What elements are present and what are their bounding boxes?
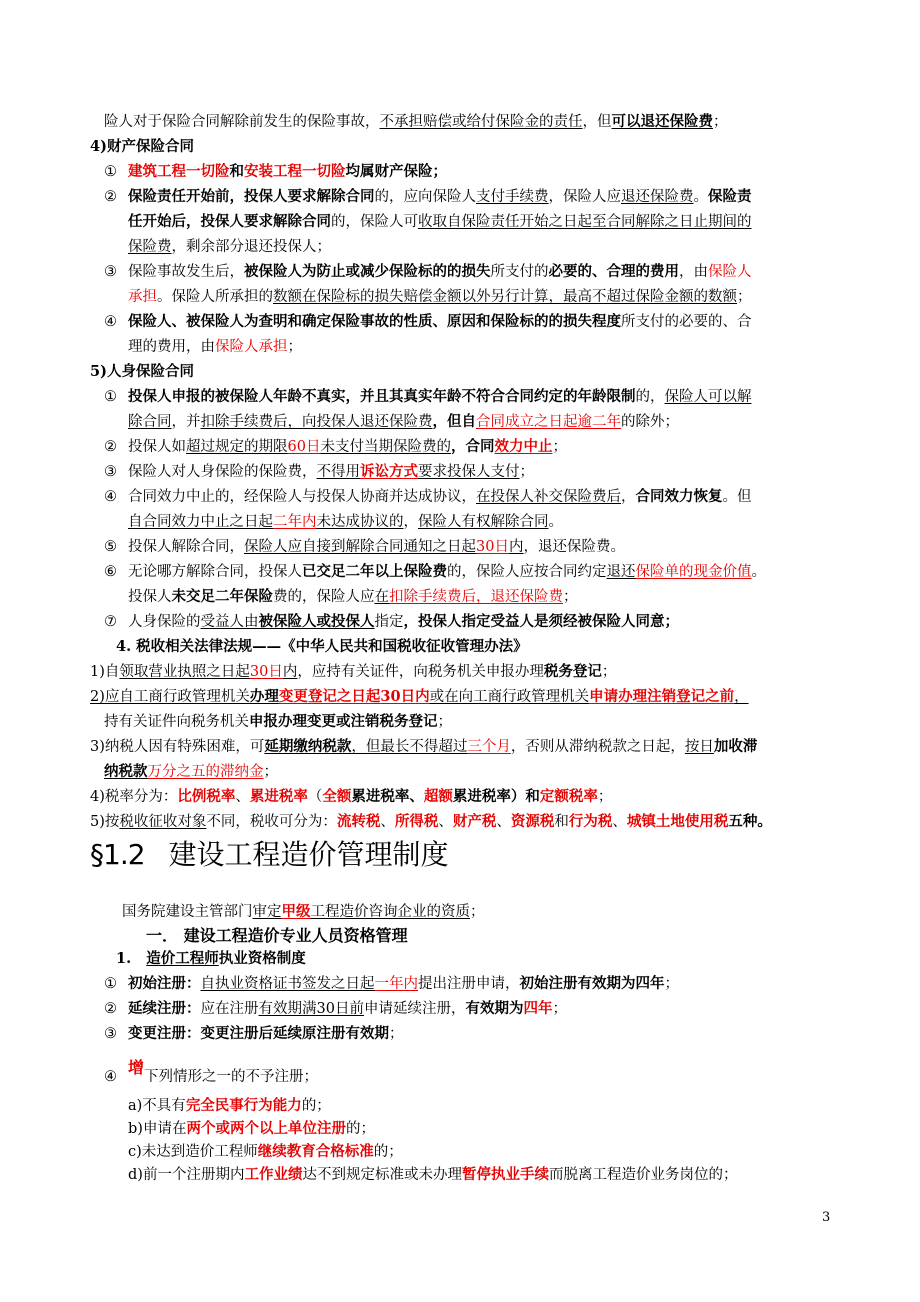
text: 60日 (287, 439, 321, 455)
text: 30日内 (380, 688, 430, 705)
text-line (128, 1142, 403, 1162)
text: 保险单的现金价值 (635, 564, 752, 580)
text: 所支付的 (490, 264, 549, 280)
text: 审定 (252, 904, 282, 920)
list-item (104, 387, 752, 407)
text-line (90, 737, 757, 757)
item-marker: ③ (104, 264, 117, 280)
text: 执业资格制度 (218, 950, 306, 967)
item-marker: ① (104, 976, 117, 992)
text: 全额 (322, 788, 352, 805)
subsection-heading (90, 137, 194, 157)
text: 费的，保险人应 (273, 589, 375, 605)
text: 国务院建设主管部门 (122, 904, 253, 920)
text: ，应持有关证件，向税务机关申报办理 (297, 664, 544, 680)
text: b)申请在 (128, 1121, 187, 1137)
text: 保险责任开始前，投保人要求解除合同 (128, 188, 375, 205)
list-item (104, 487, 752, 507)
page-number: 3 (822, 1210, 831, 1225)
text: 不同，税收可分为： (206, 814, 337, 830)
text: 承担 (128, 289, 157, 305)
text: 在投保人补交保险费后 (476, 489, 621, 505)
text: 投保人申报的被保险人年龄不真实，并且其真实年龄不符合合同约定的年龄限制 (128, 388, 636, 405)
text: ，否则从滞纳税款之日起， (510, 739, 685, 755)
text: 两个或两个以上单位注册 (186, 1120, 346, 1137)
text-line (128, 587, 578, 607)
text: c)未达到造价工程师 (128, 1144, 258, 1160)
text: 支付手续费 (476, 189, 549, 205)
text: 投保人如 (128, 439, 186, 455)
text: 提出注册申请， (418, 976, 520, 992)
text: 必要的、合理的费用 (548, 263, 679, 280)
text: 4)财产保险合同 (90, 138, 194, 155)
item-marker: ⑥ (104, 564, 117, 580)
text-line (128, 237, 331, 257)
text: 造价工程师 (146, 950, 219, 967)
text: 的； (373, 1144, 403, 1160)
text: 二年内 (273, 514, 317, 530)
text: 30日 (249, 664, 283, 680)
text: ； (263, 764, 278, 780)
text: 保险人有权解除合同 (418, 514, 549, 530)
text: 继续教育合格标准 (257, 1143, 374, 1160)
text: 数额在保险标的损失赔偿金额以外另行计算，最高不超过保险金额的数额 (273, 289, 737, 305)
text: ，并 (171, 414, 201, 430)
text: 流转税 (336, 813, 381, 830)
text: 无论哪方解除合同，投保人 (128, 564, 302, 580)
text: 、 (380, 814, 395, 830)
text: 未支付当期保险费的 (320, 439, 451, 455)
text-line (90, 662, 616, 682)
text-line (90, 787, 612, 807)
section-number: §1.2 (90, 838, 145, 871)
text: 和 (229, 163, 244, 180)
item-marker: ② (104, 439, 117, 455)
text: 办理 (249, 688, 279, 705)
text-line (90, 687, 749, 707)
text: 下列情形之一的不予注册 (144, 1069, 304, 1085)
text: 保险人、被保险人为查明和确定保险事故的性质、原因和保险标的的损失程度 (128, 313, 621, 330)
text: 被保险人或投保人 (258, 613, 375, 630)
text: a)不具有 (128, 1098, 186, 1114)
text: 有效期为 (465, 1000, 524, 1017)
text: ； (519, 464, 534, 480)
text: 理的费用，由 (128, 339, 215, 355)
text: 内 (282, 664, 298, 680)
text: 完全民事行为能力 (185, 1097, 302, 1114)
text: 累进税率 (249, 788, 308, 805)
text: （ (307, 789, 323, 805)
list-item (104, 437, 567, 457)
text: 3)纳税人因有特殊困难，可 (90, 739, 265, 755)
section-subheading (116, 637, 528, 657)
text: 比例税率 (177, 788, 236, 805)
text: 扣除手续费后，退还保险费 (389, 589, 563, 605)
list-item (104, 1058, 319, 1087)
text: 1)自 (90, 664, 120, 680)
text: 资源税 (510, 813, 555, 830)
text: 均属财产保险； (345, 163, 447, 180)
text: 财产税 (452, 813, 497, 830)
text: 变更登记之日起 (278, 688, 381, 705)
text: ， (621, 489, 636, 505)
list-item (104, 562, 766, 582)
text: 。 (548, 514, 563, 530)
list-item (104, 187, 752, 207)
text: 变更注册：变更注册后延续原注册有效期 (128, 1025, 389, 1042)
text: 所得税 (394, 813, 439, 830)
text: 效力中止 (494, 438, 553, 455)
text: 除合同 (128, 414, 172, 430)
text: 受益人由 (200, 614, 259, 630)
text: 未达成协议的 (316, 514, 404, 530)
text: 申请办理注销登记之前 (589, 688, 735, 705)
item-marker: ① (104, 164, 117, 180)
text-line (128, 212, 752, 232)
text: ，但最长不得超过 (351, 739, 468, 755)
text-line (128, 412, 679, 432)
text: 2)应自工商行政管理机关 (90, 689, 250, 705)
text: 、 (496, 814, 511, 830)
text: d)前一个注册期内 (128, 1167, 245, 1183)
item-marker: ① (104, 389, 117, 405)
text: 定额税率 (539, 788, 598, 805)
text: ，由 (679, 264, 708, 280)
text: 自执业资格证书签发之日起 (200, 976, 375, 992)
text-line (128, 337, 302, 357)
text: 合同效力恢复 (635, 488, 723, 505)
text: 有效期满30日前 (258, 1001, 364, 1017)
text-line (90, 812, 772, 832)
text: 5)人身保险合同 (90, 363, 194, 380)
text: 、 (235, 789, 250, 805)
text-line (128, 512, 563, 532)
list-item (104, 999, 567, 1019)
text: 或在向工商行政管理机关 (429, 689, 590, 705)
text: 已交足二年以上保险费 (302, 563, 447, 580)
text: 被保险人为防止或减少保险标的的损失 (244, 263, 491, 280)
item-marker: ⑤ (104, 539, 117, 555)
text: 超过规定的期限 (186, 439, 288, 455)
section-title: 建设工程造价管理制度 (168, 838, 449, 871)
text: 申报办理变更或注销税务登记 (249, 713, 438, 730)
text: 保险人应自接到解除合同通知之日起 (244, 539, 476, 555)
text: 投保人解除合同， (128, 539, 244, 555)
text: ，剩余部分退还投保人； (171, 239, 331, 255)
text: 安装工程一切险 (244, 163, 346, 180)
text: 而脱离工程造价业务岗位的； (548, 1167, 738, 1183)
text: ； (303, 1069, 319, 1085)
text: ， (734, 689, 749, 705)
item-marker: ③ (104, 1026, 117, 1042)
text-line (128, 1096, 331, 1116)
text: 税务登记 (543, 663, 602, 680)
text-line (104, 712, 452, 732)
text-line (122, 902, 485, 922)
text: 三个月 (467, 739, 511, 755)
text: 。 (693, 189, 708, 205)
text: 累进税率）和 (452, 788, 540, 805)
text: 一年内 (374, 976, 418, 992)
text: 。但 (722, 489, 752, 505)
text: ； (552, 1001, 567, 1017)
text: ； (552, 439, 567, 455)
text-line (128, 1165, 737, 1185)
text: ； (601, 664, 617, 680)
text: 保险人可以解 (664, 389, 752, 405)
text: ； (563, 589, 578, 605)
text: 5)按 (90, 814, 120, 830)
text: 按日 (684, 739, 714, 755)
text: ，退还保险费。 (523, 539, 625, 555)
text: 应在注册 (200, 1001, 259, 1017)
subheading (146, 926, 408, 946)
text: ； (389, 1026, 404, 1042)
text: 不得用 (316, 464, 360, 480)
list-item (104, 162, 447, 182)
text: 的； (345, 1121, 375, 1137)
text: 延期缴纳税款 (264, 738, 352, 755)
text: 投保人 (128, 589, 172, 605)
subheading (116, 949, 306, 969)
text: 任开始后，投保人要求解除合同 (128, 213, 331, 230)
text: 退还 (606, 564, 636, 580)
text: ； (737, 289, 752, 305)
text: 不承担赔偿或给付保险金的责任 (379, 114, 583, 130)
text: ； (470, 904, 485, 920)
text: 保险费 (128, 239, 172, 255)
item-marker: ③ (104, 464, 117, 480)
text: 行为税 (568, 813, 613, 830)
text: 收取自保险责任开始之日起至合同解除之日止期间的 (418, 214, 752, 230)
text: 建筑工程一切险 (128, 163, 230, 180)
section-heading (90, 838, 449, 872)
text: 和 (554, 814, 569, 830)
text: 保险人对人身保险的保险费， (128, 464, 317, 480)
text: ； (664, 976, 679, 992)
text: ，保险人应 (548, 189, 621, 205)
list-item (104, 974, 679, 994)
list-item (104, 262, 752, 282)
text: 累进税率、 (351, 788, 424, 805)
text: 险人对于保险合同解除前发生的保险事故， (104, 114, 380, 130)
text-line (128, 1119, 375, 1139)
text: 持有关证件向税务机关 (104, 714, 249, 730)
text: 所支付的必要的、合 (621, 314, 752, 330)
text: 延续注册： (128, 1000, 201, 1017)
text: 工作业绩 (244, 1166, 303, 1183)
text: 甲级 (281, 903, 311, 920)
text: 五种。 (728, 813, 772, 830)
text: 的，应向保险人 (374, 189, 476, 205)
text: 合同效力中止的，经保险人与投保人协商并达成协议， (128, 489, 476, 505)
item-marker: ② (104, 1001, 117, 1017)
text: 、 (438, 814, 453, 830)
text: 四年 (523, 1000, 553, 1017)
text: ，投保人指定受益人是须经被保险人同意； (403, 613, 679, 630)
list-item (104, 462, 534, 482)
text: 加收滞 (713, 738, 758, 755)
text: 超额 (423, 788, 453, 805)
text: ； (287, 339, 302, 355)
text: 的； (301, 1098, 331, 1114)
text: 税收征收对象 (119, 814, 207, 830)
list-item (104, 1024, 404, 1044)
list-item (104, 312, 752, 332)
text: ； (597, 789, 613, 805)
text: 诉讼方式 (360, 463, 418, 480)
text: 达不到规定标准或未办理 (302, 1167, 462, 1183)
item-marker: ④ (104, 489, 117, 505)
item-marker: ② (104, 189, 117, 205)
item-marker: ⑦ (104, 614, 117, 630)
text: 初始注册： (128, 975, 201, 992)
text: 一． 建设工程造价专业人员资格管理 (146, 926, 408, 945)
text: 城镇土地使用税 (626, 813, 729, 830)
text-line (104, 112, 728, 132)
text: 暂停执业手续 (461, 1166, 549, 1183)
new-marker: 增 (128, 1058, 145, 1077)
subsection-heading (90, 362, 194, 382)
text: 的，保险人应按合同约定 (447, 564, 607, 580)
text: 。保险人所承担的 (157, 289, 273, 305)
text: ； (713, 114, 728, 130)
text: 退还保险费 (621, 189, 694, 205)
item-marker: ④ (104, 1069, 117, 1085)
text: 人身保险的 (128, 614, 201, 630)
text-line (128, 287, 752, 307)
text: ； (437, 714, 452, 730)
text: 、 (612, 814, 627, 830)
item-marker: ④ (104, 314, 117, 330)
text: ，但自 (432, 413, 476, 430)
text: 初始注册有效期为四年 (519, 975, 665, 992)
text: 万分之五的滞纳金 (147, 764, 264, 780)
list-item (104, 612, 679, 632)
text: 。 (751, 564, 766, 580)
text: 工程造价咨询企业的资质 (310, 904, 470, 920)
text: 在 (374, 589, 389, 605)
text: 4)税率分为： (90, 789, 178, 805)
text: ，合同 (450, 438, 495, 455)
text: 30日 (476, 539, 509, 555)
text: 4. 税收相关法律法规——《中华人民共和国税收征收管理办法》 (116, 638, 528, 655)
text: 自合同效力中止之日起 (128, 514, 273, 530)
text: 1. (116, 950, 147, 967)
text: ，但 (582, 114, 612, 130)
text: 申请延续注册， (363, 1001, 466, 1017)
text: 领取营业执照之日起 (119, 664, 250, 680)
text: 内 (508, 539, 524, 555)
text: 保险人 (708, 264, 752, 280)
text: 的除外； (621, 414, 679, 430)
text: 可以退还保险费 (611, 113, 713, 130)
text: 未交足二年保险 (171, 588, 273, 605)
text: 纳税款 (104, 763, 148, 780)
text: 的， (635, 389, 665, 405)
text: 合同成立之日起逾二年 (476, 414, 621, 430)
text: 保险人承担 (215, 339, 288, 355)
text: 指定 (374, 614, 404, 630)
text: 保险事故发生后， (128, 264, 244, 280)
text: 要求投保人支付 (418, 464, 520, 480)
text-line (104, 762, 278, 782)
text: ， (403, 514, 418, 530)
list-item (104, 537, 625, 557)
text: 的，保险人可 (331, 214, 418, 230)
text: 扣除手续费后，向投保人退还保险费 (200, 414, 433, 430)
text: 保险责 (708, 188, 752, 205)
